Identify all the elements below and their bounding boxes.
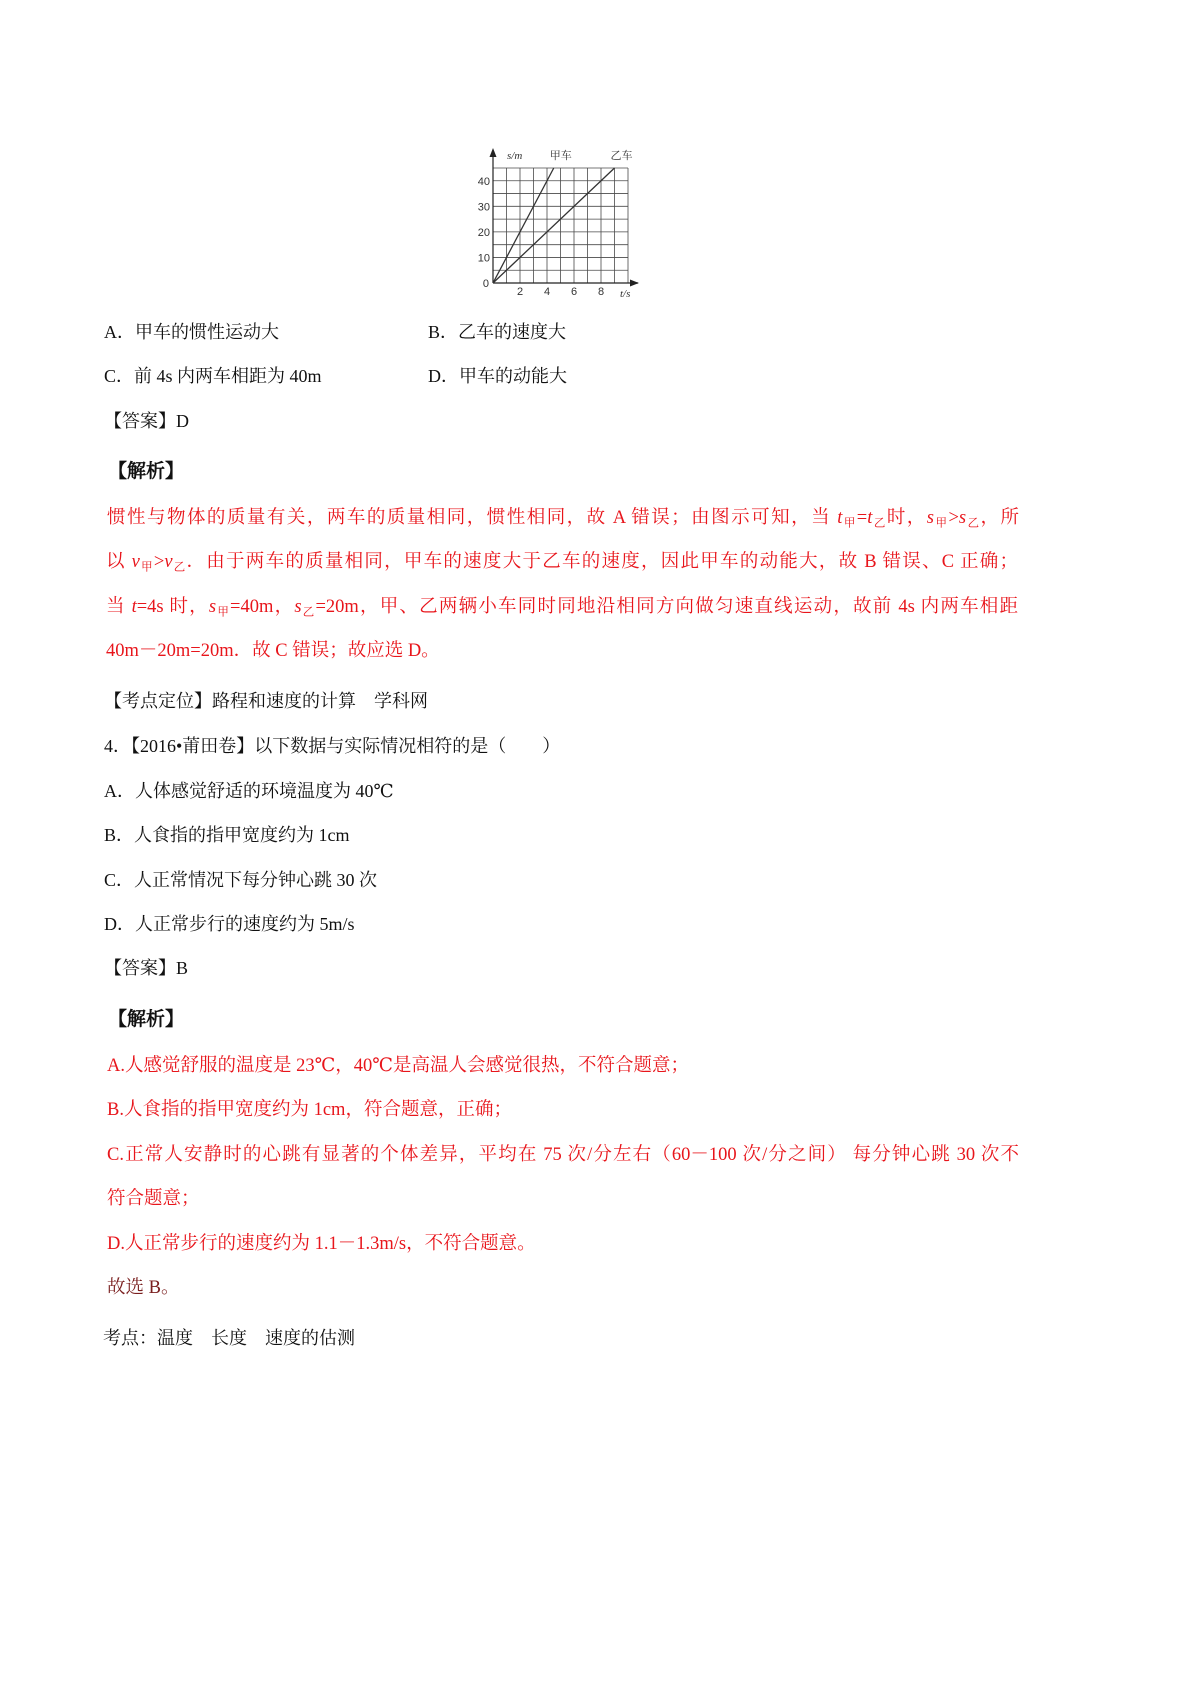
q4-option-b: B．人食指的指甲宽度约为 1cm	[104, 825, 350, 845]
text-run: 当	[106, 597, 132, 617]
y-tick-label: 40	[477, 175, 490, 188]
q3-analysis-line-4	[106, 639, 440, 663]
q4-analysis-line-1: A.人感觉舒服的温度是 23℃，40℃是高温人会感觉很热，不符合题意；	[107, 1056, 690, 1076]
x-axis-arrow	[630, 280, 639, 287]
x-tick-label: 8	[597, 286, 605, 298]
q4-analysis-title: 【解析】	[108, 1009, 185, 1030]
subscript: 乙	[172, 561, 187, 574]
text-run: 以	[106, 552, 132, 572]
text-run: >	[948, 508, 959, 528]
q3-answer: 【答案】D	[104, 411, 189, 431]
q4-analysis-line-4: 符合题意；	[107, 1189, 200, 1209]
subscript: 乙	[301, 606, 316, 619]
text-run: =40m，	[230, 597, 295, 617]
series-label: 甲车	[549, 150, 572, 162]
variable: t	[131, 597, 137, 617]
variable: v	[164, 552, 173, 572]
q4-analysis-line-3: C.正常人安静时的心跳有显著的个体差异，平均在 75 次/分左右（60－100 次/分之间） 每分钟心跳 30 次不	[107, 1145, 1019, 1165]
q4-option-c: C．人正常情况下每分钟心跳 30 次	[104, 870, 378, 890]
q4-option-a: A．人体感觉舒适的环境温度为 40℃	[104, 781, 394, 801]
subscript: 甲	[139, 561, 154, 574]
x-axis-label: t/s	[620, 288, 631, 300]
y-tick-label: 20	[477, 226, 490, 239]
q4-analysis-line-2: B.人食指的指甲宽度约为 1cm，符合题意，正确；	[107, 1100, 512, 1120]
variable: v	[131, 552, 140, 572]
series-line-2	[493, 168, 615, 283]
series-label: 乙车	[610, 150, 633, 162]
y-axis-arrow	[490, 148, 497, 157]
q3-option-b: B．乙车的速度大	[428, 322, 567, 342]
q4-answer: 【答案】B	[104, 958, 189, 978]
q3-option-c: C．前 4s 内两车相距为 40m	[104, 366, 322, 386]
text-run: >	[153, 552, 165, 572]
x-tick-label: 6	[570, 286, 578, 298]
q3-option-d: D．甲车的动能大	[428, 366, 567, 386]
y-tick-label: 10	[477, 252, 490, 265]
x-tick-label: 4	[543, 286, 551, 298]
subscript: 乙	[872, 517, 887, 530]
x-tick-label: 2	[516, 286, 524, 298]
distance-time-graph	[468, 143, 643, 300]
q4-knowledge-point: 考点：温度 长度 速度的估测	[103, 1328, 355, 1348]
text-run: 惯性与物体的质量有关，两车的质量相同，惯性相同，故 A 错误；由图示可知，当	[107, 508, 838, 528]
variable: t	[837, 508, 843, 528]
st-chart-svg	[468, 143, 643, 300]
subscript: 甲	[216, 606, 231, 619]
q3-analysis-line-1	[107, 506, 1019, 535]
text-run: =4s 时，	[136, 597, 209, 617]
y-axis-label: s/m	[507, 150, 523, 162]
q3-analysis-line-2	[106, 550, 1018, 579]
variable: s	[926, 508, 934, 528]
variable: t	[867, 508, 873, 528]
variable: s	[958, 508, 967, 528]
y-tick-label: 30	[477, 201, 490, 214]
subscript: 乙	[966, 517, 981, 530]
q4-analysis-line-5: D.人正常步行的速度约为 1.1－1.3m/s，不符合题意。	[107, 1234, 536, 1254]
origin-label: 0	[482, 278, 489, 290]
variable: s	[208, 597, 217, 617]
q3-analysis-line-3	[106, 595, 1018, 624]
q3-option-a: A．甲车的惯性运动大	[104, 322, 279, 342]
q4-stem: 4．【2016•莆田卷】以下数据与实际情况相符的是（ ）	[104, 736, 561, 756]
text-run: ．由于两车的质量相同，甲车的速度大于乙车的速度，因此甲车的动能大，故 B 错误、C 正确；	[186, 552, 1019, 572]
variable: s	[294, 597, 302, 617]
q3-analysis-title: 【解析】	[108, 461, 185, 482]
series-line-1	[493, 168, 554, 283]
text-run: 时，	[886, 508, 927, 528]
text-run: 40m－20m=20m．故 C 错误；故应选 D。	[106, 641, 440, 661]
q4-option-d: D．人正常步行的速度约为 5m/s	[104, 914, 355, 934]
text-run: ，所	[980, 508, 1020, 528]
q3-knowledge-point: 【考点定位】路程和速度的计算 学科网	[104, 691, 428, 711]
subscript: 甲	[842, 517, 857, 530]
text-run: =	[856, 508, 868, 528]
text-run: =20m，甲、乙两辆小车同时同地沿相同方向做匀速直线运动，故前 4s 内两车相距	[315, 597, 1019, 617]
subscript: 甲	[934, 517, 949, 530]
q4-conclusion: 故选 B。	[107, 1278, 180, 1298]
